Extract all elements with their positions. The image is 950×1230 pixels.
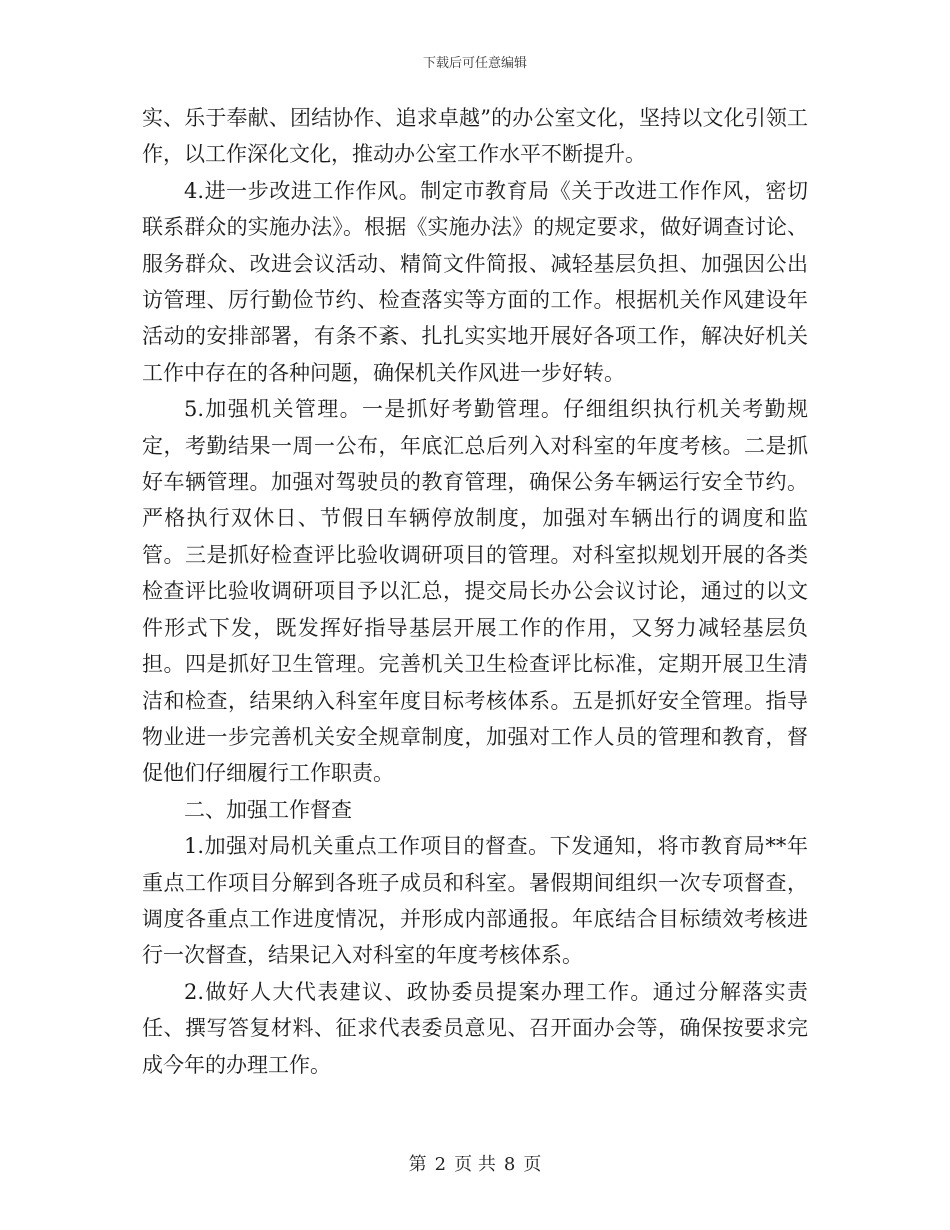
footer-suffix: 页 [523, 1154, 542, 1175]
paragraph-continuation: 实、乐于奉献、团结协作、追求卓越”的办公室文化，坚持以文化引领工作，以工作深化文化，推动办公室工作水平不断提升。 [142, 106, 808, 167]
paragraph-item-5: 5.加强机关管理。一是抓好考勤管理。仔细组织执行机关考勤规定，考勤结果一周一公布，年底汇总后列入对科室的年度考核。二是抓好车辆管理。加强对驾驶员的教育管理，确保公务车辆运行安全节约。严格执行双休日、节假日车辆停放制度，加强对车辆出行的调度和监管。三是抓好检查评比验收调研项目的管理。对科室拟规划开展的各类检查评比验收调研项目予以汇总，提交局长办公会议讨论，通过的以文件形式下发，既发挥好指导基层开展工作的作用，又努力减轻基层负担。四是抓好卫生管理。完善机关卫生检查评比标准，定期开展卫生清洁和检查，结果纳入科室年度目标考核体系。五是抓好安全管理。指导物业进一步完善机关安全规章制度，加强对工作人员的管理和教育，督促他们仔细履行工作职责。 [142, 397, 808, 786]
paragraph-supervision-2: 2.做好人大代表建议、政协委员提案办理工作。通过分解落实责任、撰写答复材料、征求代表委员意见、召开面办会等，确保按要求完成今年的办理工作。 [142, 979, 808, 1077]
document-body [142, 100, 808, 1083]
page-header: 下载后可任意编辑 [422, 56, 527, 71]
footer-prefix: 第 [408, 1154, 427, 1175]
footer-total-pages: 8 [503, 1154, 516, 1175]
paragraph-supervision-1: 1.加强对局机关重点工作项目的督查。下发通知，将市教育局**年重点工作项目分解到各班子成员和科室。暑假期间组织一次专项督查，调度各重点工作进度情况，并形成内部通报。年底结合目标绩效考核进行一次督查，结果记入对科室的年度考核体系。 [142, 834, 808, 968]
paragraph-item-4: 4.进一步改进工作作风。制定市教育局《关于改进工作作风，密切联系群众的实施办法》。根据《实施办法》的规定要求，做好调查讨论、服务群众、改进会议活动、精简文件简报、减轻基层负担、加强因公出访管理、厉行勤俭节约、检查落实等方面的工作。根据机关作风建设年活动的安排部署，有条不紊、扎扎实实地开展好各项工作，解决好机关工作中存在的各种问题，确保机关作风进一步好转。 [142, 178, 808, 385]
footer-middle: 页 共 [454, 1154, 496, 1175]
footer-page-number: 2 [434, 1154, 447, 1175]
page-footer [0, 1150, 950, 1176]
section-heading: 二、加强工作督查 [184, 797, 352, 822]
